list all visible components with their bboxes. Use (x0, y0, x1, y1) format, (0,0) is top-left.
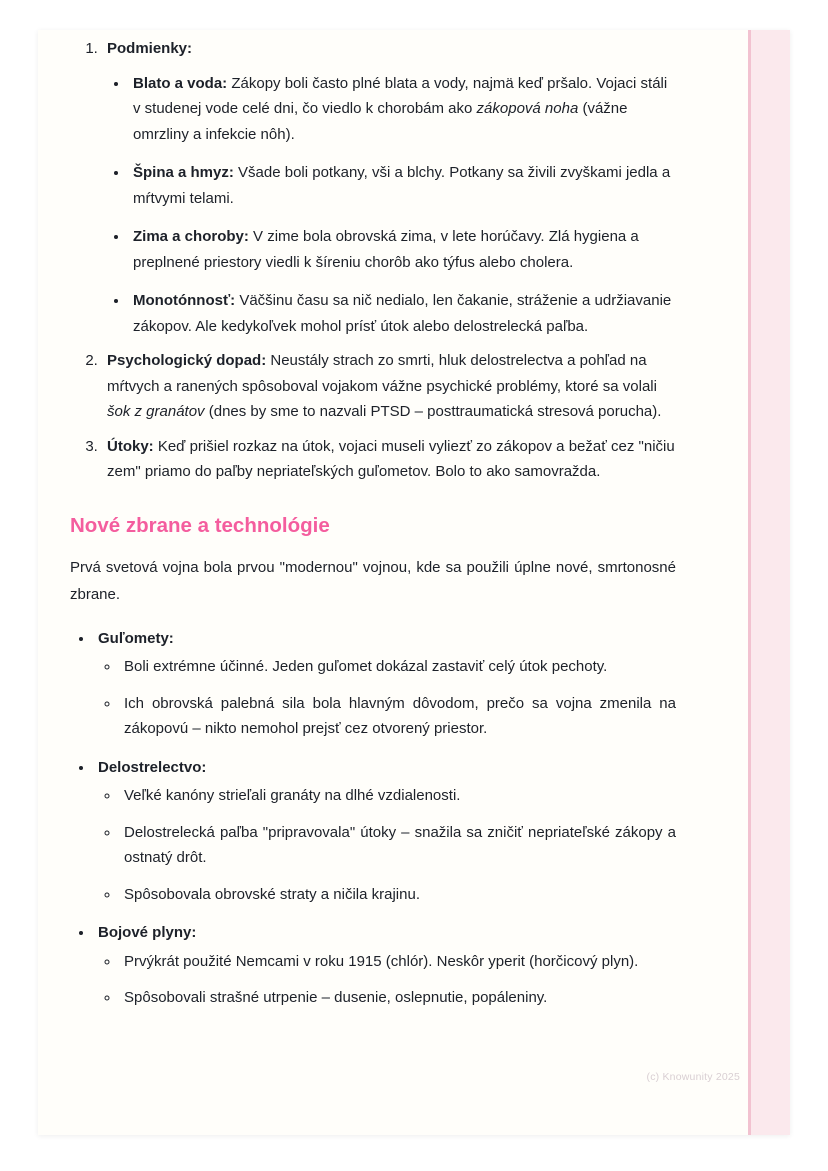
list-item (94, 626, 676, 742)
document-content (68, 30, 676, 1024)
copyright-watermark: (c) Knowunity 2025 (646, 1071, 740, 1083)
bullet-text-a: V zime bola obrovská zima, v lete horúčavy. Zlá hygiena a preplnené priestory viedli k šíreniu chorôb ako týfus alebo cholera. (133, 228, 639, 271)
list-item (102, 348, 676, 425)
list-item: ◦ Veľké kanóny strieľali granáty na dlhé vzdialenosti. (120, 783, 676, 809)
bullet-text-a: Väčšinu času sa nič nedialo, len čakanie, stráženie a udržiavanie zákopov. Ale kedykoľvek mohol prísť útok alebo delostrelecká paľba. (133, 292, 672, 335)
list-item: ◦ Spôsobovali strašné utrpenie – dusenie, oslepnutie, popáleniny. (120, 985, 676, 1011)
document-page (38, 30, 790, 1135)
list-item-text-a: Keď prišiel rozkaz na útok, vojaci museli vyliezť zo zákopov a bežať cez "ničiu zem" priamo do paľby nepriateľských guľometov. Bolo to ako samovražda. (107, 437, 675, 480)
list-item (129, 160, 676, 211)
list-item-text-a: Neustály strach zo smrti, hluk delostrelectva a pohľad na mŕtvych a ranených spôsoboval vojakom vážne psychické problémy, ktoré sa volali (107, 352, 657, 395)
bullet-text-b: (vážne omrzliny a infekcie nôh). (133, 100, 628, 143)
group-lead: Guľomety: (98, 629, 174, 647)
list-item (129, 224, 676, 275)
section-intro-paragraph: Prvá svetová vojna bola prvou "modernou" vojnou, kde sa použili úplne nové, smrtonosné zbrane. (70, 558, 676, 603)
list-item: ◦ Spôsobovala obrovské straty a ničila krajinu. (120, 882, 676, 908)
sub-bullet-list (98, 654, 676, 742)
list-item (102, 434, 676, 485)
list-item: ◦ Boli extrémne účinné. Jeden guľomet dokázal zastaviť celý útok pechoty. (120, 654, 676, 680)
list-item: ◦ Prvýkrát použité Nemcami v roku 1915 (chlór). Neskôr yperit (horčicový plyn). (120, 949, 676, 975)
list-item-lead: Podmienky: (107, 40, 193, 57)
section-heading: Nové zbrane a technológie (70, 513, 330, 537)
list-item (94, 755, 676, 908)
nested-bullet-list (107, 71, 676, 340)
ordered-list (68, 36, 676, 485)
bullet-lead: Monotónnosť: (133, 292, 236, 309)
group-lead: Bojové plyny: (98, 924, 197, 941)
weapons-bullet-list (68, 626, 676, 1011)
list-item (94, 920, 676, 1011)
pink-side-rail (748, 30, 790, 1135)
list-item: ◦ Ich obrovská palebná sila bola hlavným dôvodom, prečo sa vojna zmenila na zákopovú – nikto nemohol prejsť cez otvorený priestor. (120, 691, 676, 742)
bullet-lead: Blato a voda: (133, 74, 228, 92)
list-item: ◦ Delostrelecká paľba "pripravovala" útoky – snažila sa zničiť nepriateľské zákopy a ostnatý drôt. (120, 820, 676, 871)
sub-bullet-list (98, 783, 676, 907)
bullet-italic: zákopová noha (476, 100, 579, 117)
bullet-lead: Zima a choroby: (133, 228, 249, 245)
list-item-text (107, 40, 192, 57)
list-item-text-b: (dnes by sme to nazvali PTSD – posttraumatická stresová porucha). (204, 403, 662, 420)
group-lead: Delostrelectvo: (98, 758, 207, 776)
list-item-lead: Psychologický dopad: (107, 352, 267, 369)
bullet-lead: Špina a hmyz: (133, 164, 234, 181)
list-item-italic: šok z granátov (107, 403, 205, 420)
list-item-lead: Útoky: (107, 437, 154, 455)
list-item (129, 71, 676, 148)
sub-bullet-list (98, 949, 676, 1011)
list-item (102, 36, 676, 339)
bullet-text-a: Zákopy boli často plné blata a vody, najmä keď pršalo. Vojaci stáli v studenej vode celé dni, čo viedlo k chorobám ako (133, 74, 668, 117)
list-item (129, 288, 676, 339)
bullet-text-a: Všade boli potkany, vši a blchy. Potkany sa živili zvyškami jedla a mŕtvymi telami. (133, 164, 671, 207)
